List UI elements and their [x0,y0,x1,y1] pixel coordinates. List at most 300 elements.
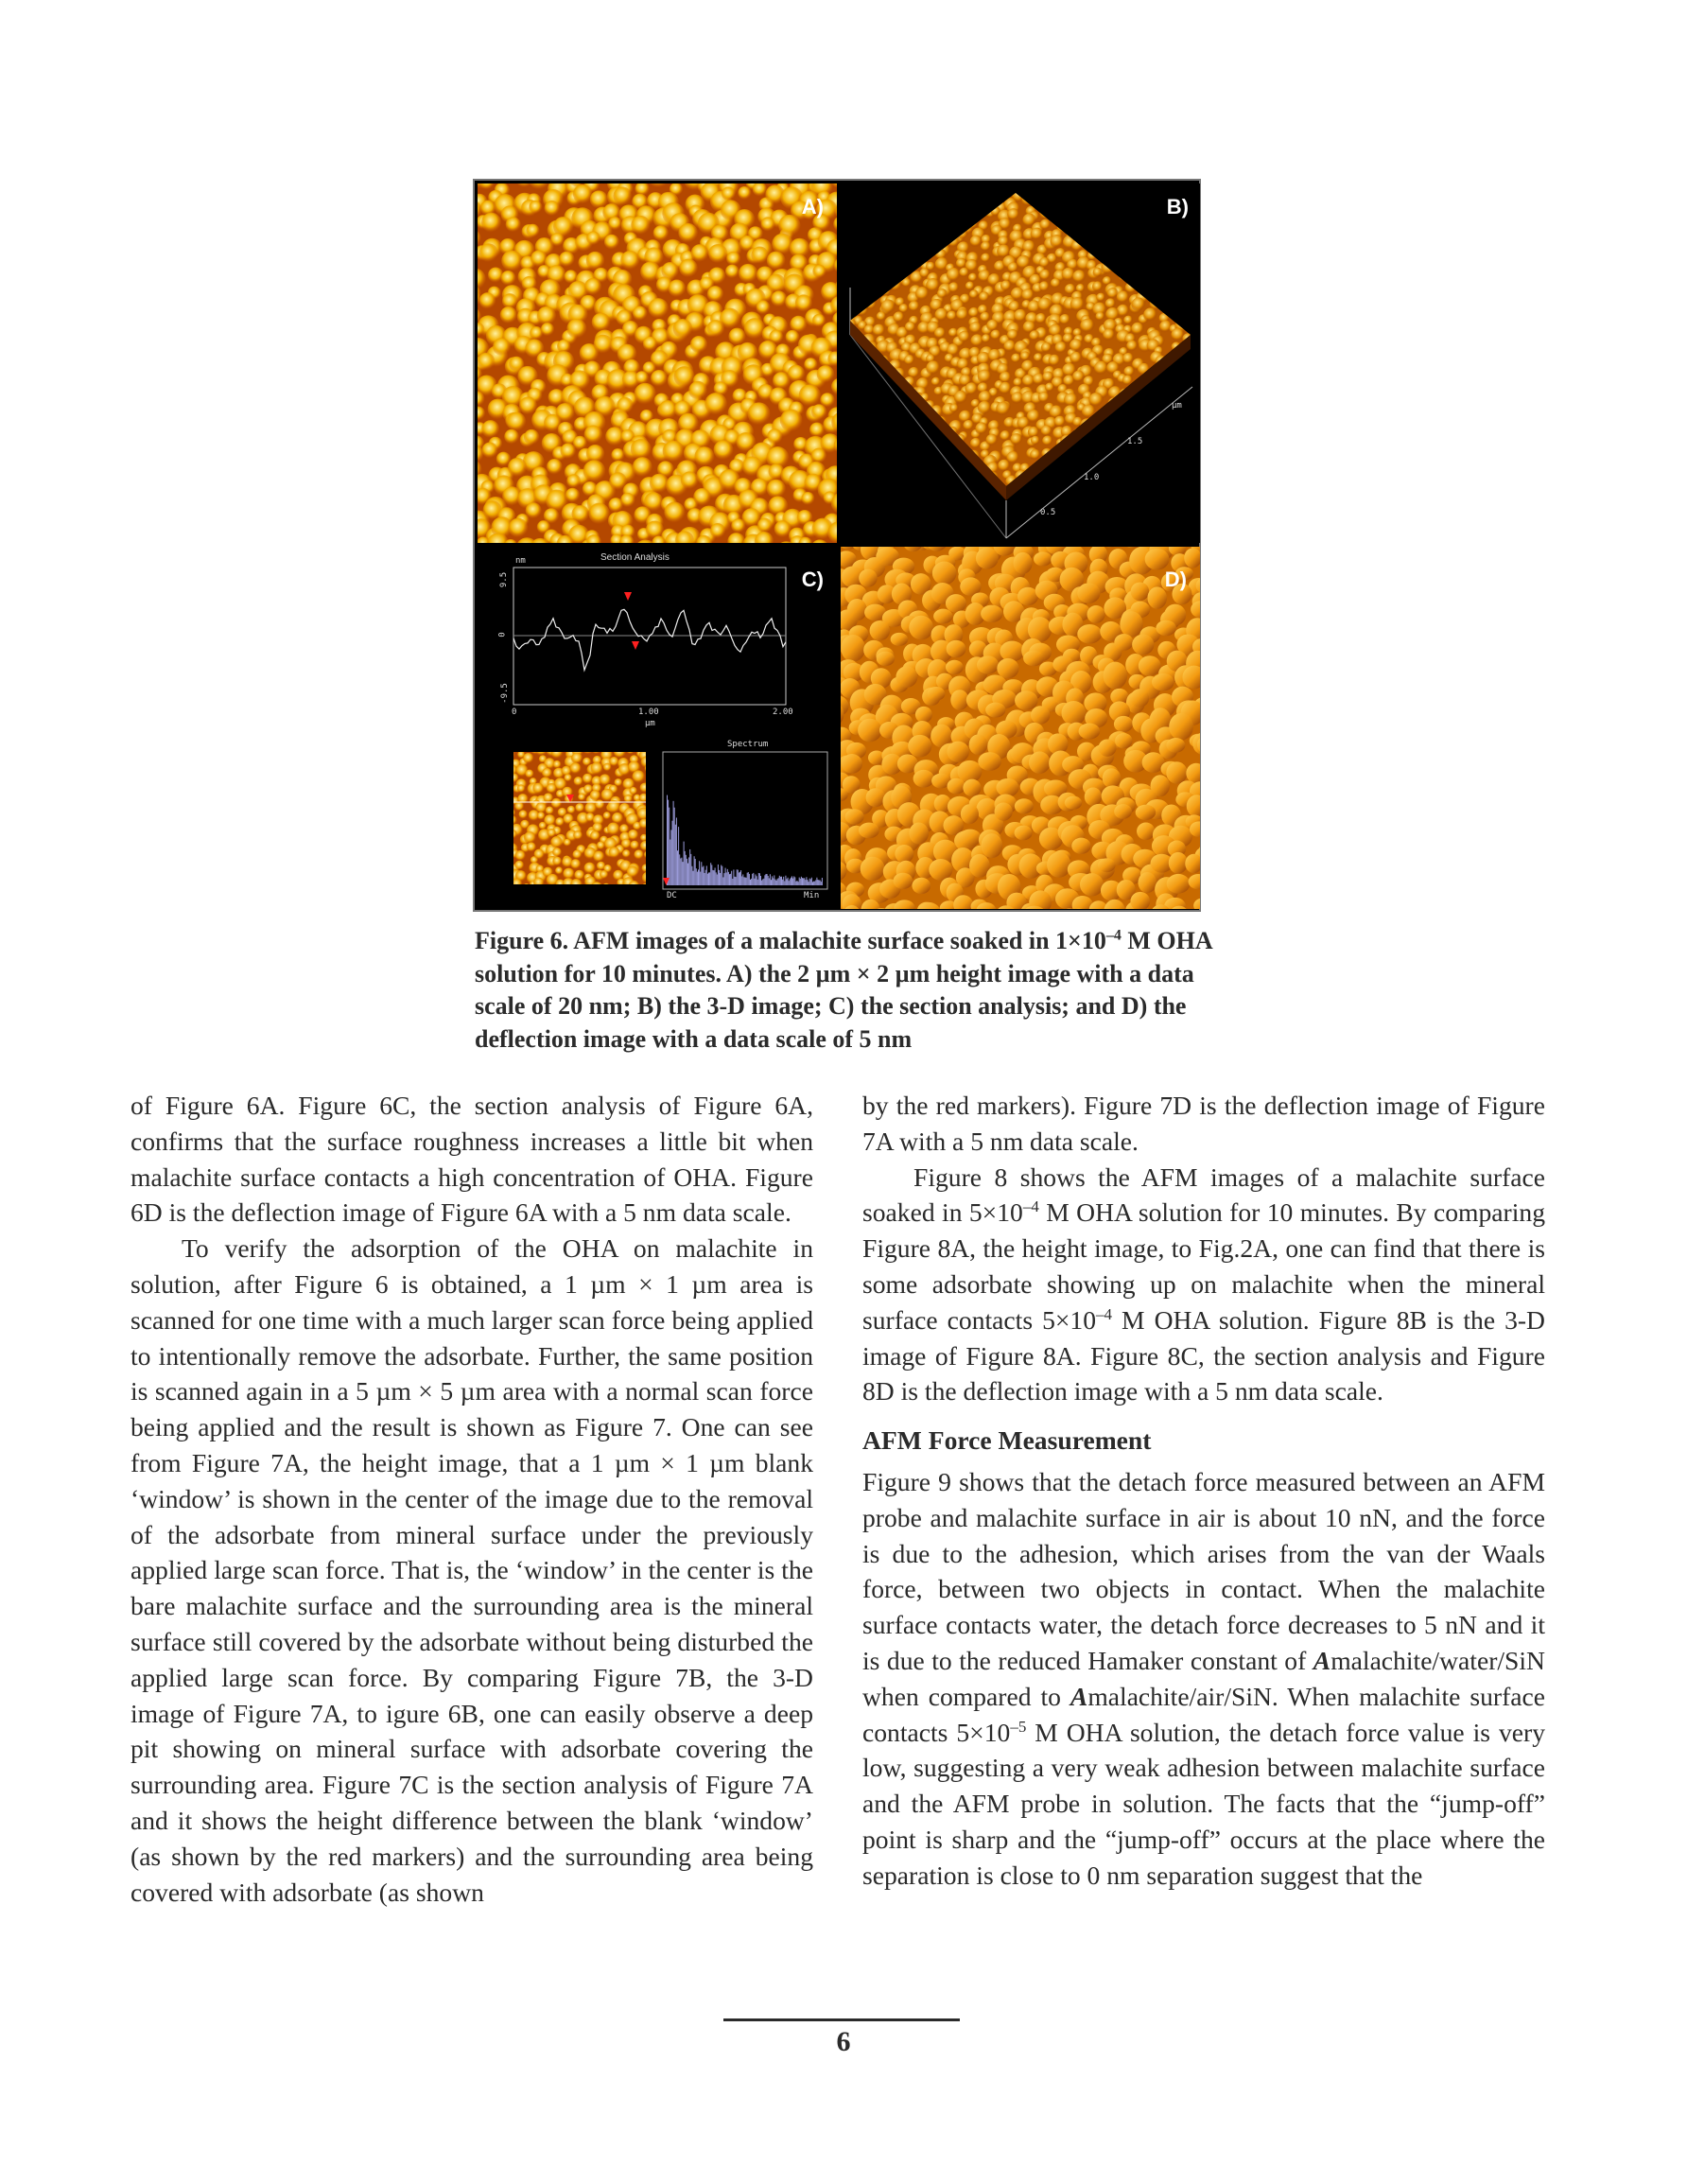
surface-grain [1136,465,1147,477]
surface-grain [1169,303,1182,316]
surface-grain [856,187,867,199]
surface-grain [614,741,624,751]
surface-grain [1198,200,1200,212]
surface-grain [1114,716,1133,732]
spectrum-bar [676,817,677,885]
afm-3d-image [841,183,1200,543]
surface-grain [537,306,556,325]
spectrum-title: Spectrum [727,740,769,749]
surface-grain [1191,307,1200,319]
surface-grain [688,381,707,400]
surface-grain [524,831,536,844]
spectrum-bar [759,873,760,885]
spectrum-bar [756,874,757,885]
surface-grain [738,186,751,200]
x-tick: 1.00 [638,708,659,717]
surface-grain [845,254,858,267]
surface-grain [1103,328,1115,341]
surface-grain [936,472,947,482]
surface-grain [528,888,537,898]
spectrum-bar [687,864,688,885]
surface-grain [1160,448,1172,460]
surface-grain [780,410,803,432]
surface-grain [845,809,864,825]
surface-grain [633,889,644,900]
surface-grain [1187,446,1200,461]
spectrum-bar [701,862,702,885]
surface-grain [909,616,933,640]
surface-grain [1096,197,1107,208]
surface-grain [1147,188,1157,199]
surface-grain [905,322,916,333]
surface-grain [843,278,853,288]
surface-grain [1177,486,1190,498]
spectrum-bar [809,879,810,885]
surface-grain [650,873,661,884]
surface-grain [767,274,786,293]
surface-grain [1156,395,1166,406]
surface-grain [1079,183,1094,198]
surface-grain [927,454,942,469]
surface-grain [500,858,511,868]
surface-grain [635,383,656,405]
surface-grain [607,823,620,836]
surface-grain [1011,354,1021,364]
surface-grain [873,219,885,232]
surface-grain [841,368,850,378]
surface-grain [874,257,889,272]
surface-grain [1055,341,1068,354]
surface-grain [788,365,805,382]
surface-grain [1146,253,1159,267]
surface-grain [1089,228,1100,238]
surface-grain [914,449,927,462]
spectrum-bar [674,808,675,885]
surface-grain [1070,489,1082,501]
surface-grain [648,298,668,318]
surface-grain [583,774,593,784]
surface-grain [970,479,982,490]
surface-grain [876,498,885,508]
surface-grain [880,467,892,479]
spectrum-bar [704,873,705,885]
surface-grain [541,323,554,336]
surface-grain [841,226,842,241]
surface-grain [645,779,652,787]
spectrum-bar [778,878,779,885]
surface-grain [845,221,856,232]
surface-grain [1091,183,1106,191]
surface-grain [1136,805,1157,820]
surface-grain [704,393,727,415]
surface-grain [1074,231,1086,242]
surface-grain [872,398,886,412]
surface-grain [1086,480,1097,492]
surface-grain [804,358,817,371]
surface-grain [642,871,654,883]
panel-label-d: D) [1164,568,1187,591]
footer-rule [723,2018,960,2021]
surface-grain [841,430,847,443]
surface-grain [1034,551,1052,566]
surface-grain [841,247,846,262]
surface-grain [1159,469,1170,480]
surface-grain [841,486,847,497]
spectrum-bar [672,821,673,885]
spectrum-bar [720,873,721,885]
surface-grain [852,249,862,259]
surface-grain [1054,183,1070,184]
surface-grain [849,504,860,515]
spectrum-bar [743,877,744,885]
spectrum-bar [763,879,764,885]
surface-grain [961,804,979,824]
surface-grain [651,370,668,387]
surface-grain [1038,392,1050,403]
surface-grain [943,481,956,495]
surface-grain [1158,376,1171,388]
spectrum-bar [683,862,684,885]
surface-grain [640,834,648,842]
surface-grain [1169,852,1188,874]
surface-grain [1147,382,1157,393]
surface-grain [1189,217,1200,231]
surface-grain [931,377,941,387]
surface-grain [910,242,920,253]
surface-grain [1114,804,1132,819]
surface-grain [603,812,611,819]
surface-grain [1147,262,1161,276]
spectrum-bar [708,872,709,885]
surface-grain [841,207,844,222]
surface-grain [1185,250,1196,261]
surface-grain [877,246,890,259]
surface-grain [957,480,971,494]
surface-grain [906,503,918,515]
spectrum-bar [740,870,741,885]
surface-grain [631,439,652,460]
surface-grain [1157,247,1171,261]
surface-grain [501,251,523,272]
surface-grain [963,779,981,796]
panel-d-deflection-image [841,547,1200,909]
surface-grain [1114,263,1126,275]
surface-grain [1157,293,1169,305]
surface-grain [1007,329,1019,341]
surface-grain [918,188,932,202]
surface-grain [1180,469,1190,479]
surface-grain [865,473,877,484]
surface-grain [693,488,711,506]
surface-grain [481,213,501,233]
spectrum-bar [758,873,759,885]
surface-grain [1101,261,1115,275]
surface-grain [1198,226,1200,236]
surface-grain [640,841,651,851]
surface-grain [571,753,583,764]
surface-grain [841,364,855,379]
surface-grain [950,224,960,234]
surface-grain [905,183,919,186]
surface-grain [899,216,913,229]
surface-grain [1139,281,1153,294]
surface-grain [897,183,912,197]
surface-grain [1104,430,1119,445]
surface-grain [1099,476,1111,488]
surface-grain [767,428,782,444]
surface-grain [841,183,844,185]
surface-grain [925,500,935,511]
surface-grain [641,864,650,872]
surface-grain [516,737,525,745]
surface-grain [1124,201,1134,210]
surface-grain [1121,414,1130,424]
surface-grain [948,778,966,795]
surface-grain [861,857,885,881]
surface-grain [631,216,650,235]
surface-grain [1094,247,1105,258]
surface-grain [861,476,876,490]
surface-grain [678,223,698,243]
surface-grain [554,740,563,748]
surface-grain [546,806,554,814]
surface-grain [902,278,912,288]
surface-grain [842,754,862,774]
surface-grain [581,891,593,903]
surface-grain [639,819,650,830]
spectrum-bar [747,873,748,885]
surface-grain [881,224,896,238]
surface-grain [867,423,881,437]
spectrum-bar [718,865,719,885]
spectrum-bar [670,830,671,885]
surface-grain [552,847,562,857]
surface-grain [859,569,878,587]
surface-grain [1049,196,1063,210]
surface-grain [863,489,877,502]
surface-grain [501,739,513,750]
surface-grain [946,594,966,613]
surface-grain [905,481,915,492]
surface-grain [934,498,948,511]
surface-grain [795,294,812,311]
surface-grain [917,183,928,184]
surface-grain [1139,253,1149,263]
surface-grain [940,441,952,453]
spectrum-bar [818,880,819,885]
surface-grain [574,890,585,901]
surface-grain [844,480,858,494]
surface-grain [1183,367,1198,382]
surface-grain [524,429,539,445]
surface-grain [1141,183,1154,191]
surface-grain [997,658,1018,678]
surface-grain [1166,486,1180,500]
surface-grain [1195,243,1200,253]
spectrum-bar [802,878,803,885]
surface-grain [1092,281,1104,292]
surface-grain [1087,451,1099,463]
surface-grain [551,746,564,759]
spectrum-bar [806,877,807,885]
surface-grain [564,774,571,781]
surface-grain [586,252,605,271]
surface-grain [1156,620,1176,636]
surface-grain [1131,582,1150,601]
surface-grain [859,488,869,498]
surface-grain [846,370,861,384]
surface-grain [1164,480,1175,492]
spectrum-bar [678,827,679,885]
surface-grain [947,310,957,321]
spectrum-bar [774,880,775,885]
surface-grain [611,888,621,899]
surface-grain [681,471,699,489]
surface-grain [518,891,529,901]
surface-grain [499,788,510,798]
surface-grain [893,873,913,889]
surface-grain [872,461,885,474]
section-heading: AFM Force Measurement [862,1425,1152,1456]
surface-grain [1184,268,1196,280]
surface-grain [1199,191,1200,204]
surface-grain [855,403,867,415]
surface-grain [1030,449,1041,461]
spectrum-bar [706,865,707,885]
surface-grain [509,518,529,538]
spectrum-bar [795,882,796,885]
surface-grain [1135,479,1145,489]
surface-grain [1138,256,1149,268]
surface-grain [957,207,969,219]
surface-grain [1132,635,1154,655]
surface-grain [1186,233,1197,244]
surface-grain [643,337,657,351]
surface-grain [1041,425,1053,437]
surface-grain [1191,189,1200,204]
surface-grain [896,436,909,448]
surface-grain [812,265,826,278]
spectrum-bar [733,869,734,885]
surface-grain [885,237,896,248]
surface-grain [1045,383,1054,393]
spectrum-bar [675,825,676,885]
surface-grain [877,652,895,666]
surface-grain [817,365,835,383]
surface-grain [590,790,601,801]
surface-grain [938,215,949,226]
surface-grain [928,687,946,701]
surface-grain [909,208,920,219]
surface-grain [1120,611,1142,637]
surface-grain [988,504,998,514]
surface-grain [652,776,664,788]
surface-grain [912,469,923,480]
spectrum-bar [725,868,726,885]
surface-grain [533,878,545,889]
surface-grain [890,264,900,274]
surface-grain [1120,450,1131,462]
surface-grain [975,423,988,436]
surface-grain [1169,713,1193,741]
surface-grain [603,763,612,772]
surface-grain [575,739,587,751]
surface-grain [1039,183,1052,186]
surface-grain [1175,314,1187,325]
surface-grain [648,760,659,771]
surface-grain [1049,355,1061,367]
surface-grain [848,183,859,193]
surface-grain [1134,229,1147,242]
surface-grain [555,866,563,874]
surface-grain [550,233,565,247]
surface-grain [1072,270,1087,284]
surface-grain [627,865,639,878]
surface-grain [965,281,975,290]
surface-grain [535,743,548,756]
surface-grain [498,830,507,839]
surface-grain [1015,826,1033,841]
surface-grain [930,214,941,225]
surface-grain [933,609,953,624]
spectrum-bar [776,881,777,885]
surface-grain [977,199,989,211]
surface-grain [1179,251,1191,263]
surface-grain [947,742,969,762]
surface-grain [518,810,528,819]
surface-grain [841,296,855,311]
spectrum-bar [707,874,708,885]
spectrum-bar [821,882,822,885]
surface-grain [886,276,896,286]
spectrum-bar [722,877,723,885]
surface-grain [652,885,661,895]
surface-grain [872,234,883,245]
surface-grain [1179,442,1191,453]
spectrum-bar [777,879,778,885]
surface-grain [856,305,868,317]
spectrum-bar [732,879,733,885]
surface-grain [888,209,902,223]
surface-grain [1178,278,1193,293]
surface-grain [877,411,888,423]
surface-grain [1085,788,1102,807]
surface-grain [1107,473,1119,484]
surface-grain [1152,673,1174,690]
surface-grain [1181,257,1193,270]
surface-grain [786,330,800,344]
panel-label-b: B) [1166,195,1189,218]
surface-grain [638,889,649,900]
axis-tick: 0.5 [1040,508,1056,517]
spectrum-bar [711,865,712,885]
surface-grain [1014,552,1033,574]
surface-grain [811,404,826,419]
surface-grain [841,371,844,384]
surface-grain [896,257,909,270]
surface-grain [1003,500,1017,515]
surface-grain [1095,457,1108,470]
surface-grain [854,242,865,253]
surface-grain [501,271,516,286]
surface-grain [915,707,932,723]
surface-grain [1191,323,1200,336]
surface-grain [567,806,576,814]
surface-grain [969,202,981,214]
y-tick: 0 [497,632,508,638]
surface-grain [866,384,878,396]
surface-grain [799,384,821,406]
